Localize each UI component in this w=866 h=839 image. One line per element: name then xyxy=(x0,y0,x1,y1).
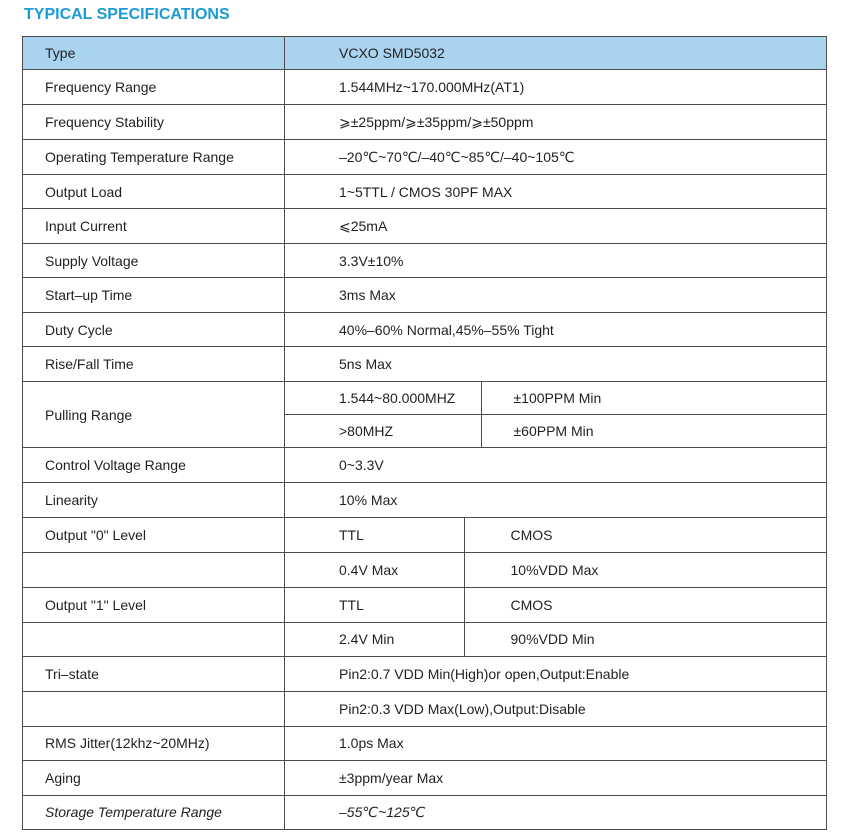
row-label: Output Load xyxy=(23,175,285,209)
pulling-range-cell xyxy=(285,382,827,448)
row-label: Pulling Range xyxy=(23,382,285,448)
pulling-range-a: >80MHZ xyxy=(339,423,394,440)
row-label: Supply Voltage xyxy=(23,244,285,278)
pulling-subtable xyxy=(285,382,826,447)
row-value: ±3ppm/year Max xyxy=(285,760,827,795)
row-value: 1~5TTL / CMOS 30PF MAX xyxy=(285,175,827,209)
row-value: ⩾±25ppm/⩾±35ppm/⩾±50ppm xyxy=(285,105,827,140)
table-row xyxy=(23,140,827,175)
row-value xyxy=(285,587,827,622)
table-row xyxy=(23,209,827,244)
sub-cell: 2.4V Min xyxy=(339,631,395,648)
table-row xyxy=(23,483,827,518)
row-label: Aging xyxy=(23,760,285,795)
table-row xyxy=(23,691,827,726)
sub-cell: TTL xyxy=(339,596,364,613)
table-row xyxy=(23,278,827,313)
table-row xyxy=(23,518,827,553)
table-row xyxy=(23,726,827,760)
table-row xyxy=(23,382,827,448)
row-label: Control Voltage Range xyxy=(23,448,285,483)
pulling-range-b: ±100PPM Min xyxy=(481,382,826,415)
row-value: –20℃~70℃/–40℃~85℃/–40~105℃ xyxy=(285,140,827,175)
row-label: Storage Temperature Range xyxy=(23,795,285,829)
pulling-range-b: ±60PPM Min xyxy=(481,415,826,448)
row-label: Operating Temperature Range xyxy=(23,140,285,175)
table-row xyxy=(23,656,827,691)
row-value: 5ns Max xyxy=(285,347,827,382)
sub-cell: 0.4V Max xyxy=(339,562,399,578)
table-row xyxy=(23,587,827,622)
row-label: Output "1" Level xyxy=(23,587,285,622)
row-label: Start–up Time xyxy=(23,278,285,313)
row-label: Input Current xyxy=(23,209,285,244)
row-value xyxy=(285,622,827,656)
table-row xyxy=(23,553,827,587)
row-label: Rise/Fall Time xyxy=(23,347,285,382)
row-value: Pin2:0.7 VDD Min(High)or open,Output:Enable xyxy=(285,656,827,691)
row-label xyxy=(23,553,285,587)
sub-cell: CMOS xyxy=(464,518,826,552)
row-label: Frequency Stability xyxy=(23,105,285,140)
row-value: 40%–60% Normal,45%–55% Tight xyxy=(285,313,827,347)
row-value: Pin2:0.3 VDD Max(Low),Output:Disable xyxy=(285,691,827,726)
row-value: 10% Max xyxy=(285,483,827,518)
table-row xyxy=(23,37,827,70)
row-value xyxy=(285,553,827,587)
sub-cell: 90%VDD Min xyxy=(464,623,826,656)
row-value: ⩽25mA xyxy=(285,209,827,244)
row-value: 1.544MHz~170.000MHz(AT1) xyxy=(285,70,827,105)
row-label: Tri–state xyxy=(23,656,285,691)
row-label xyxy=(23,622,285,656)
row-value xyxy=(285,518,827,553)
row-value: 0~3.3V xyxy=(285,448,827,483)
row-label xyxy=(23,691,285,726)
table-row xyxy=(23,175,827,209)
row-value: 3.3V±10% xyxy=(285,244,827,278)
table-row xyxy=(23,313,827,347)
table-row xyxy=(23,622,827,656)
sub-cell: TTL xyxy=(339,527,364,544)
sub-cell: CMOS xyxy=(464,588,826,622)
table-row xyxy=(23,760,827,795)
table-row xyxy=(23,244,827,278)
row-label: RMS Jitter(12khz~20MHz) xyxy=(23,726,285,760)
table-row xyxy=(23,105,827,140)
sub-cell: 10%VDD Max xyxy=(464,553,826,586)
row-value: 3ms Max xyxy=(285,278,827,313)
table-row xyxy=(23,795,827,829)
table-row xyxy=(23,70,827,105)
row-label: Duty Cycle xyxy=(23,313,285,347)
row-label: Output "0" Level xyxy=(23,518,285,553)
pulling-range-a: 1.544~80.000MHZ xyxy=(285,382,481,415)
row-value: VCXO SMD5032 xyxy=(285,37,827,70)
table-row xyxy=(23,347,827,382)
row-label: Type xyxy=(23,37,285,70)
section-heading: TYPICAL SPECIFICATIONS xyxy=(24,6,230,23)
row-value: –55℃~125℃ xyxy=(285,795,827,829)
row-label: Linearity xyxy=(23,483,285,518)
table-row xyxy=(23,448,827,483)
spec-table xyxy=(22,36,827,830)
row-value: 1.0ps Max xyxy=(285,726,827,760)
row-label: Frequency Range xyxy=(23,70,285,105)
